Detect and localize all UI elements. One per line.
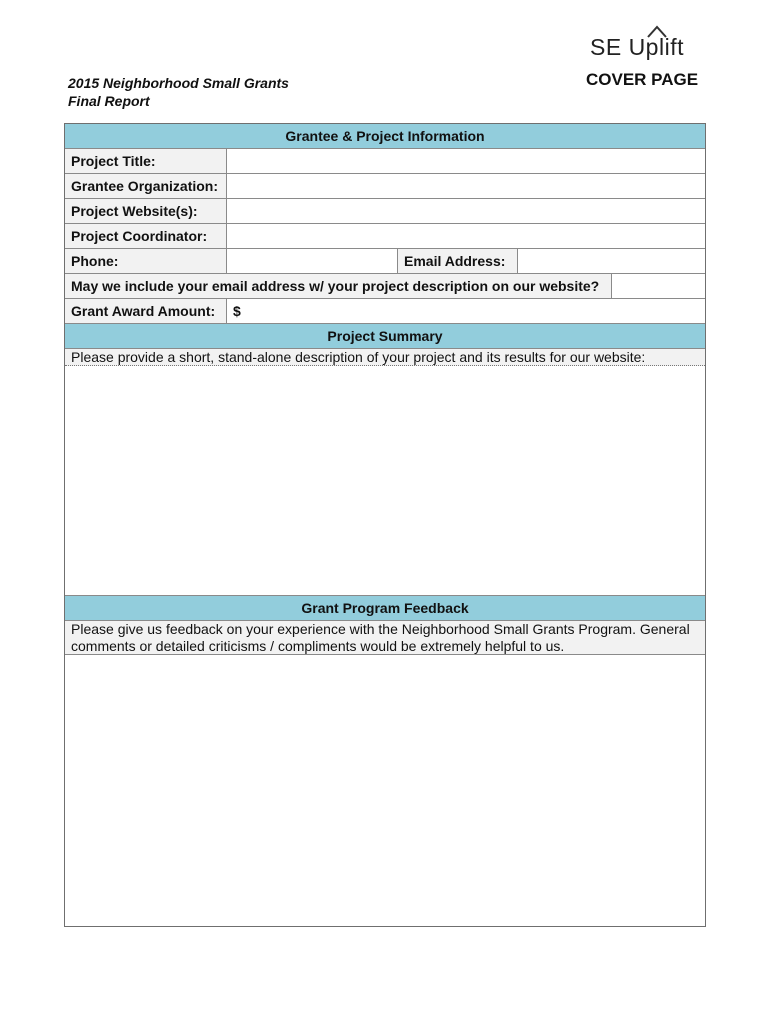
summary-response-area[interactable] [65,366,705,596]
website-label: Project Website(s): [65,199,227,223]
phone-field[interactable] [227,249,398,273]
website-row [65,199,705,224]
email-field[interactable] [518,249,705,273]
organization-row [65,174,705,199]
logo-text: SE Uplift [590,34,684,60]
grantee-section-heading: Grantee & Project Information [65,124,705,149]
report-form [64,123,706,927]
project-title-label: Project Title: [65,149,227,173]
cover-page-label: COVER PAGE [586,70,699,89]
grant-amount-label: Grant Award Amount: [65,299,227,323]
report-title: 2015 Neighborhood Small Grants [68,75,289,91]
grant-amount-field[interactable]: $ [227,299,705,323]
website-field[interactable] [227,199,705,223]
coordinator-label: Project Coordinator: [65,224,227,248]
feedback-prompt: Please give us feedback on your experience with the Neighborhood Small Grants Program. General comments or detailed criticisms / compliments would be extremely helpful to us. [65,621,705,655]
include-email-answer-field[interactable] [612,274,705,298]
organization-label: Grantee Organization: [65,174,227,198]
coordinator-row [65,224,705,249]
project-title-row [65,149,705,174]
phone-label: Phone: [65,249,227,273]
summary-prompt: Please provide a short, stand-alone description of your project and its results for our website: [65,349,705,366]
contact-row [65,249,705,274]
include-email-row [65,274,705,299]
organization-field[interactable] [227,174,705,198]
grant-amount-row [65,299,705,324]
summary-section-heading: Project Summary [65,324,705,349]
report-subtitle: Final Report [68,93,150,109]
include-email-question: May we include your email address w/ your project description on our website? [65,274,612,298]
coordinator-field[interactable] [227,224,705,248]
se-uplift-logo [590,24,710,68]
report-title-block [68,74,289,110]
project-title-field[interactable] [227,149,705,173]
feedback-response-area[interactable] [65,655,705,926]
email-label: Email Address: [398,249,518,273]
feedback-section-heading: Grant Program Feedback [65,596,705,621]
